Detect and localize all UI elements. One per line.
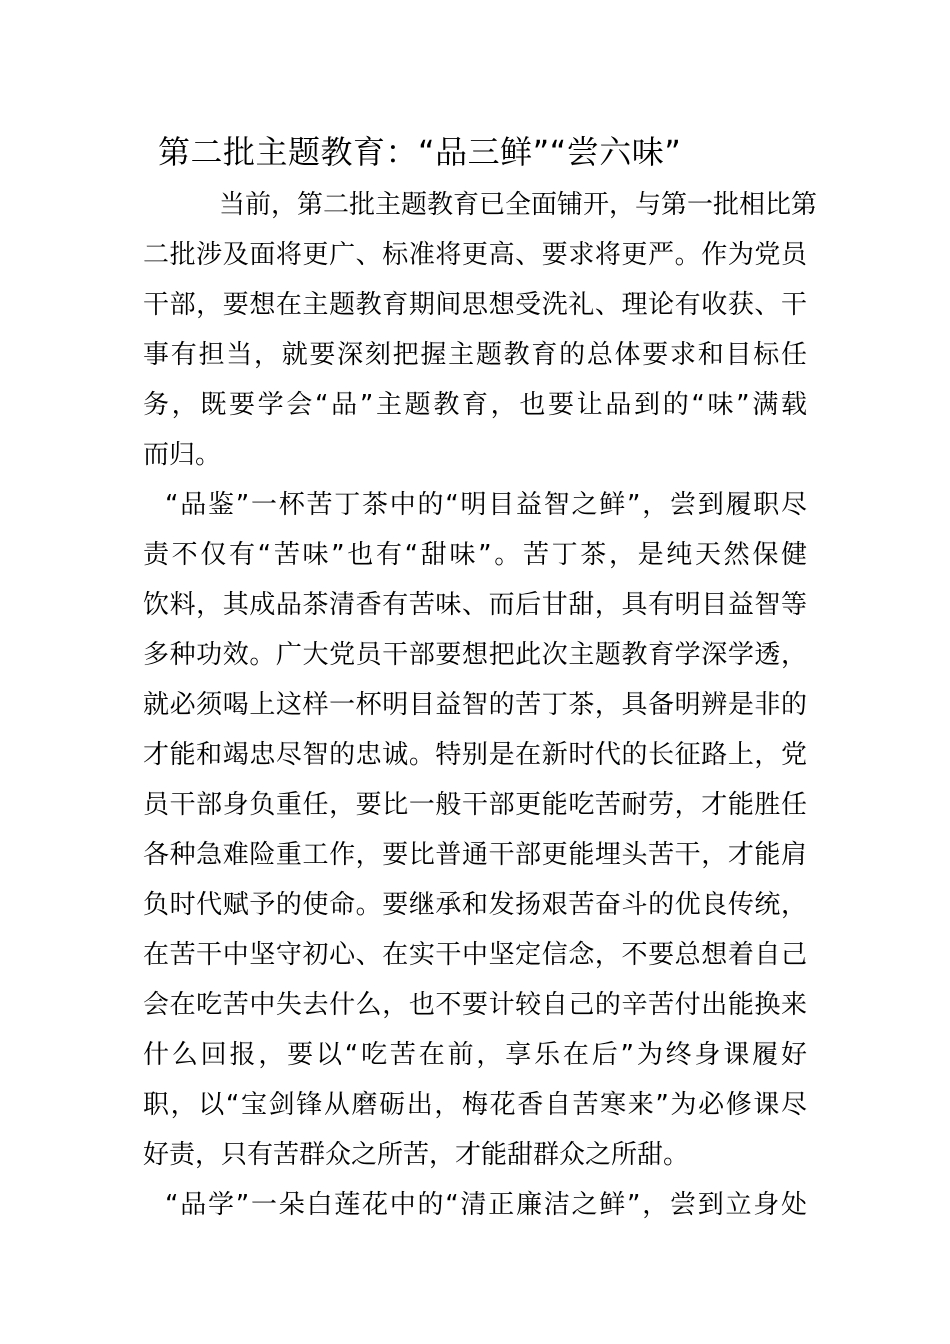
- line-text: 事有担当，就要深刻把握主题教育的总体要求和目标任: [143, 340, 807, 370]
- line-text: 好责，只有苦群众之所苦，才能甜群众之所甜。: [143, 1140, 690, 1170]
- line-text: 责不仅有“苦味”也有“甜味”。苦丁茶，是纯天然保健: [143, 540, 807, 570]
- line-text: 在苦干中坚守初心、在实干中坚定信念，不要总想着自己: [143, 940, 807, 970]
- line-text: 当前，第二批主题教育已全面铺开，与第一批相比第: [219, 190, 818, 220]
- paragraph-line: [143, 930, 807, 980]
- paragraph-line: [143, 1080, 807, 1130]
- line-text: 负时代赋予的使命。要继承和发扬艰苦奋斗的优良传统，: [143, 890, 807, 920]
- paragraph-line: [143, 780, 807, 830]
- line-text: 才能和竭忠尽智的忠诚。特别是在新时代的长征路上，党: [143, 740, 807, 770]
- line-text: 干部，要想在主题教育期间思想受洗礼、理论有收获、干: [143, 290, 807, 320]
- line-text: 而归。: [143, 440, 222, 470]
- paragraph-line: [143, 180, 818, 230]
- paragraph-line: [143, 280, 807, 330]
- line-text: 务，既要学会“品”主题教育，也要让品到的“味”满载: [143, 390, 807, 420]
- line-text: 什么回报，要以“吃苦在前，享乐在后”为终身课履好: [143, 1040, 807, 1070]
- line-text: 二批涉及面将更广、标准将更高、要求将更严。作为党员: [143, 240, 807, 270]
- line-text: 会在吃苦中失去什么，也不要计较自己的辛苦付出能换来: [143, 990, 807, 1020]
- paragraph-line: [143, 480, 807, 530]
- paragraph-line: [143, 1130, 807, 1180]
- paragraph-line: [143, 630, 807, 680]
- line-text: 就必须喝上这样一杯明目益智的苦丁茶，具备明辨是非的: [143, 690, 807, 720]
- paragraph-line: [143, 880, 807, 930]
- document-body: [143, 180, 818, 1230]
- paragraph-line: [143, 430, 807, 480]
- line-text: 饮料，其成品茶清香有苦味、而后甘甜，具有明目益智等: [143, 590, 807, 620]
- paragraph-line: [143, 830, 807, 880]
- paragraph-line: [143, 980, 807, 1030]
- paragraph-line: [143, 680, 807, 730]
- paragraph-line: [143, 330, 807, 380]
- line-text: 各种急难险重工作，要比普通干部更能埋头苦干，才能肩: [143, 840, 807, 870]
- paragraph-line: [143, 730, 807, 780]
- paragraph-line: [143, 1030, 807, 1080]
- line-text: “品学”一朵白莲花中的“清正廉洁之鲜”，尝到立身处: [165, 1190, 807, 1220]
- line-text: 多种功效。广大党员干部要想把此次主题教育学深学透，: [143, 640, 807, 670]
- line-text: “品鉴”一杯苦丁茶中的“明目益智之鲜”，尝到履职尽: [165, 490, 807, 520]
- document-title: 第二批主题教育：“品三鲜”“尝六味”: [158, 133, 682, 171]
- line-text: 员干部身负重任，要比一般干部更能吃苦耐劳，才能胜任: [143, 790, 807, 820]
- paragraph-line: [143, 530, 807, 580]
- paragraph-line: [143, 580, 807, 630]
- paragraph-line: [143, 380, 807, 430]
- paragraph-line: [143, 1180, 807, 1230]
- line-text: 职，以“宝剑锋从磨砺出，梅花香自苦寒来”为必修课尽: [143, 1090, 807, 1120]
- paragraph-line: [143, 230, 807, 280]
